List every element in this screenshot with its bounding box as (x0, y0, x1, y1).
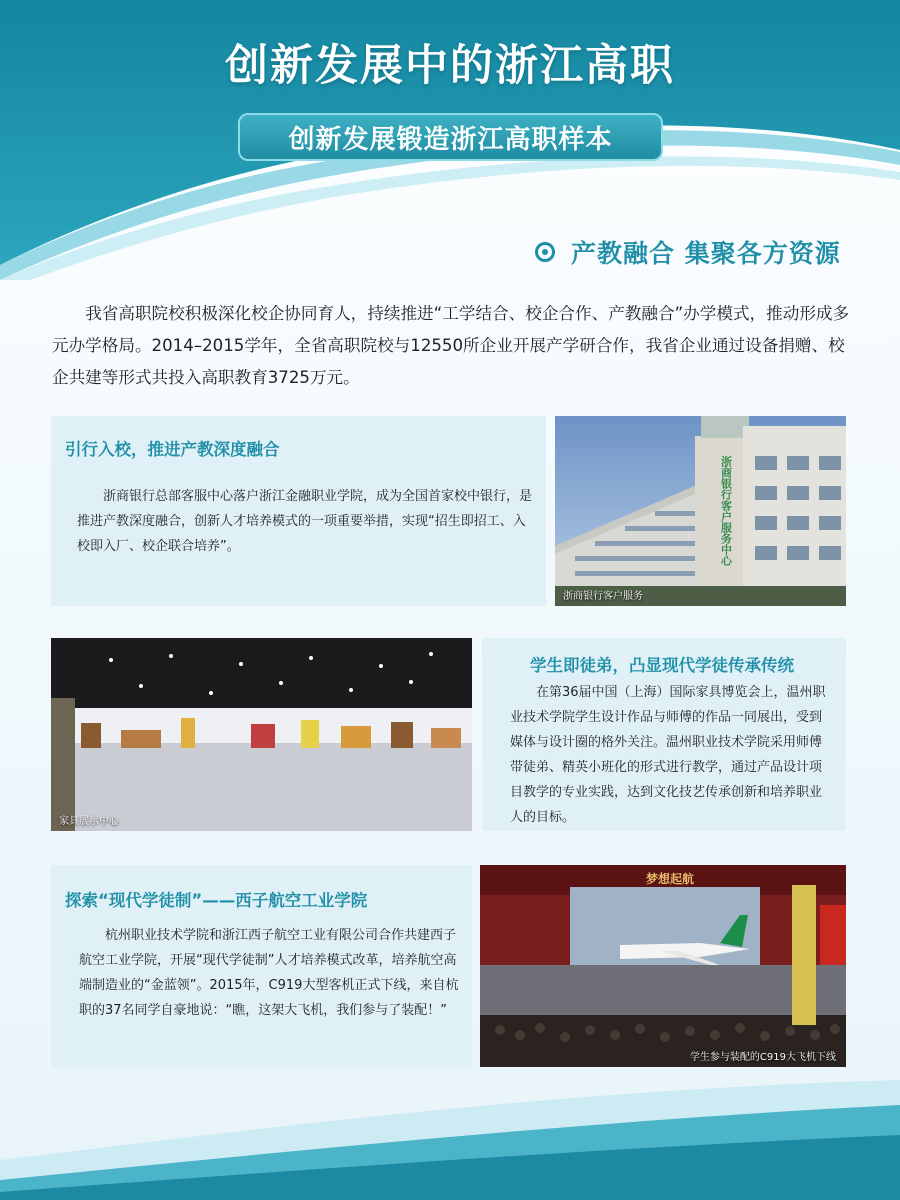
subtitle-banner (238, 113, 663, 161)
photo-caption-c919: 学生参与装配的C919大飞机下线 (689, 1052, 836, 1063)
showroom-illustration (51, 638, 472, 831)
page-title: 创新发展中的浙江高职 (225, 41, 675, 91)
target-circle-icon (535, 242, 555, 262)
section-title: 产教融合 集聚各方资源 (571, 239, 841, 268)
bank-sign-text: 浙商银行客户服务中心 (719, 456, 733, 566)
footer-wave-background (0, 1070, 900, 1200)
panel-body-bank: 浙商银行总部客服中心落户浙江金融职业学院，成为全国首家校中银行，是推进产教深度融合，创新人才培养模式的一项重要举措，实现“招生即招工、入校即入厂、校企联合培养”。 (77, 489, 533, 554)
photo-caption-bank: 浙商银行客户服务 (563, 591, 643, 602)
panel-body-aviation: 杭州职业技术学院和浙江西子航空工业有限公司合作共建西子航空工业学院，开展“现代学徒制”人才培养模式改革，培养航空高端制造业的“金蓝领”。2015年，C919大型客机正式下线，来自杭职的37名同学自豪地说：“瞧，这架大飞机，我们参与了装配！” (79, 928, 459, 1018)
text-panel-aviation (51, 865, 472, 1067)
panel-title-apprentice: 学生即徒弟，凸显现代学徒传承传统 (530, 656, 794, 675)
furniture-showroom-photo (51, 638, 472, 831)
panel-title-bank: 引行入校，推进产教深度融合 (65, 440, 280, 459)
subtitle-text: 创新发展锻造浙江高职样本 (288, 124, 613, 155)
panel-body-apprentice: 在第36届中国（上海）国际家具博览会上，温州职业技术学院学生设计作品与师傅的作品一同展出，受到媒体与设计圈的格外关注。温州职业技术学院采用师傅带徒弟、精英小班化的形式进行教学，通过产品设计项目教学的专业实践，达到文化技艺传承创新和培养职业人的目标。 (510, 685, 826, 825)
text-panel-bank (51, 416, 546, 606)
bank-building-illustration (555, 416, 846, 606)
c919-rollout-photo (480, 865, 846, 1067)
intro-paragraph: 我省高职院校积极深化校企协同育人，持续推进“工学结合、校企合作、产教融合”办学模式，推动形成多元办学格局。2014–2015学年，全省高职院校与12550所企业开展产学研合作，我省企业通过设备捐赠、校企共建等形式共投入高职教育3725万元。 (52, 304, 850, 387)
bank-building-photo (555, 416, 846, 606)
section-heading (535, 232, 841, 272)
text-panel-apprentice (482, 638, 846, 831)
hangar-illustration (480, 865, 846, 1067)
photo-caption-furniture: 家具展示中心 (59, 816, 119, 827)
panel-title-aviation: 探索“现代学徒制”——西子航空工业学院 (65, 891, 368, 910)
hangar-banner-text: 梦想起航 (645, 872, 695, 886)
